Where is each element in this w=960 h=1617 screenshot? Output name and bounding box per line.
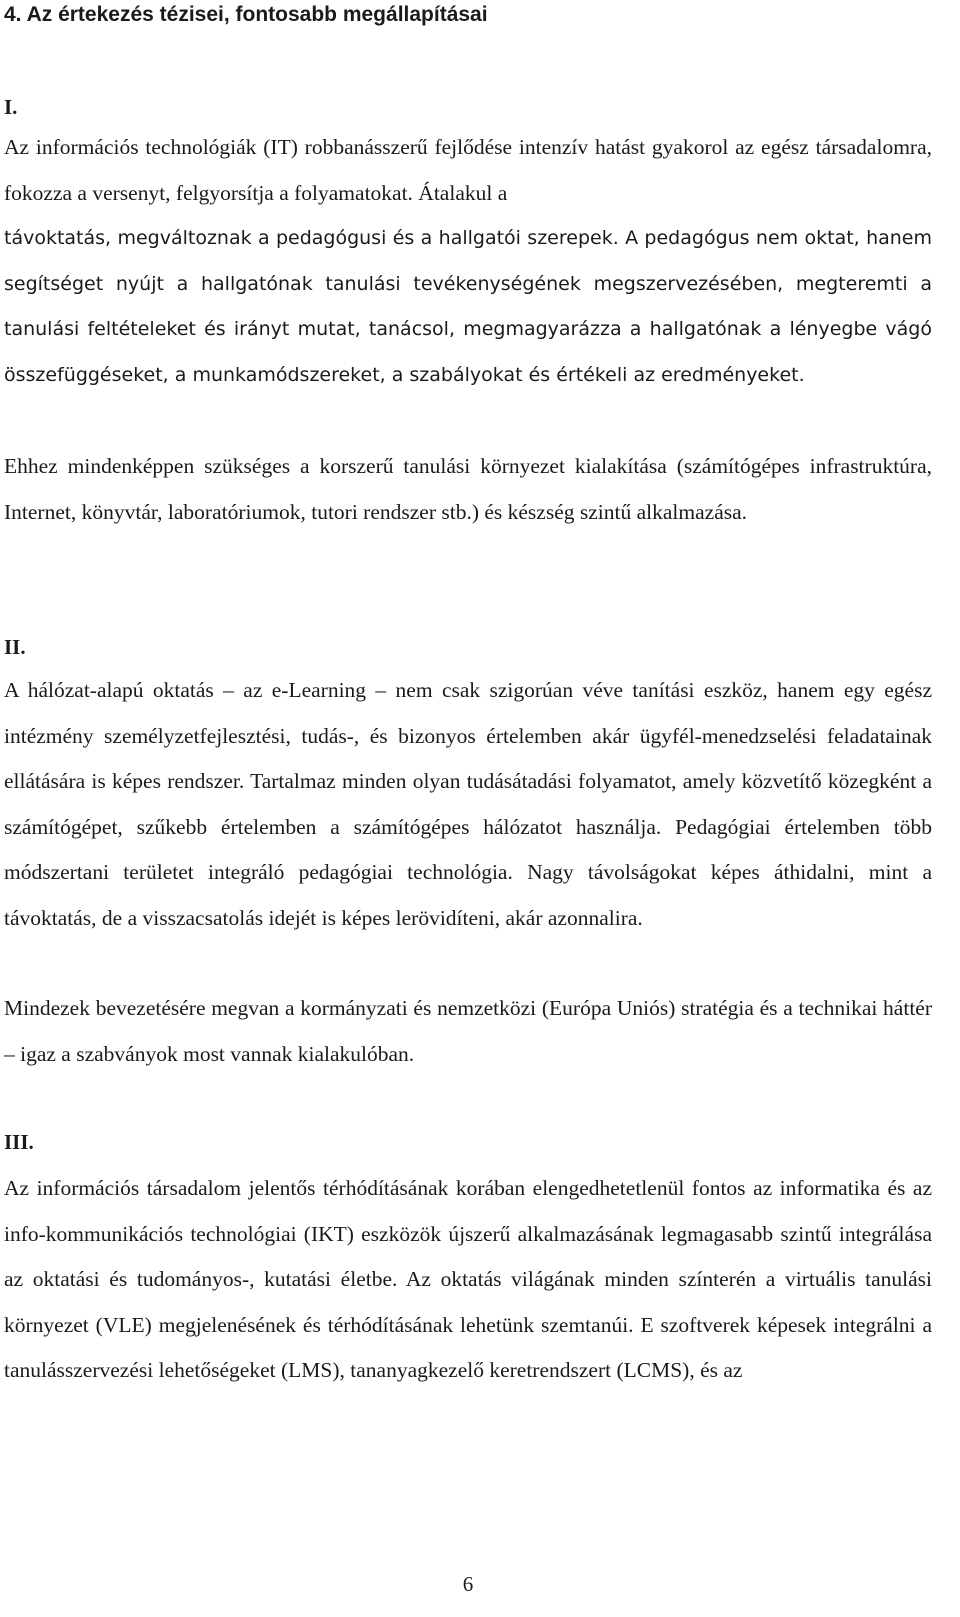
- thesis-numeral-3: III.: [4, 1130, 34, 1154]
- page-number: 6: [462, 1572, 474, 1596]
- thesis-3-paragraph-1: Az információs társadalom jelentős térhódításának korában elengedhetetlenül fontos az informatika és az info-kommunikációs technológiai (IKT) eszközök újszerű alkalmazásának legmagasabb szintű integrálása az oktatási és tudományos-, kutatási életbe. Az oktatás világának minden színterén a virtuális tanulási környezet (VLE) megjelenésének és térhódításának lehetünk szemtanúi. E szoftverek képesek integrálni a tanulásszervezési lehetőségeket (LMS), tananyagkezelő keretrendszert (LCMS), és az: [4, 1176, 932, 1383]
- section-heading: 4. Az értekezés tézisei, fontosabb megállapításai: [4, 3, 488, 26]
- thesis-numeral-2: II.: [4, 635, 26, 659]
- thesis-1-paragraph-2: távoktatás, megváltoznak a pedagógusi és a hallgatói szerepek. A pedagógus nem oktat, hanem segítséget nyújt a hallgatónak tanulási tevékenységének megszervezésében, megteremti a tanulási feltételeket és irányt mutat, tanácsol, megmagyarázza a hallgatónak a lényegbe vágó összefüggéseket, a munkamódszereket, a szabályokat és értékeli az eredményeket.: [4, 227, 932, 386]
- thesis-numeral-1: I.: [4, 95, 18, 119]
- thesis-1-paragraph-1: Az információs technológiák (IT) robbanásszerű fejlődése intenzív hatást gyakorol az egész társadalomra, fokozza a versenyt, felgyorsítja a folyamatokat. Átalakul a: [4, 135, 932, 205]
- thesis-2-paragraph-1: A hálózat-alapú oktatás – az e-Learning – nem csak szigorúan véve tanítási eszköz, hanem egy egész intézmény személyzetfejlesztési, tudás-, és bizonyos értelemben akár ügyfél-menedzselési feladatainak ellátására is képes rendszer. Tartalmaz minden olyan tudásátadási folyamatot, amely közvetítő közegként a számítógépet, szűkebb értelemben a számítógépes hálózatot használja. Pedagógiai értelemben több módszertani területet integráló pedagógiai technológia. Nagy távolságokat képes áthidalni, mint a távoktatás, de a visszacsatolás idejét is képes lerövidíteni, akár azonnalira.: [4, 678, 932, 930]
- thesis-1-paragraph-3: Ehhez mindenképpen szükséges a korszerű tanulási környezet kialakítása (számítógépes infrastruktúra, Internet, könyvtár, laboratóriumok, tutori rendszer stb.) és készség szintű alkalmazása.: [4, 454, 932, 524]
- thesis-2-paragraph-2: Mindezek bevezetésére megvan a kormányzati és nemzetközi (Európa Uniós) stratégia és a technikai háttér – igaz a szabványok most vannak kialakulóban.: [4, 996, 932, 1066]
